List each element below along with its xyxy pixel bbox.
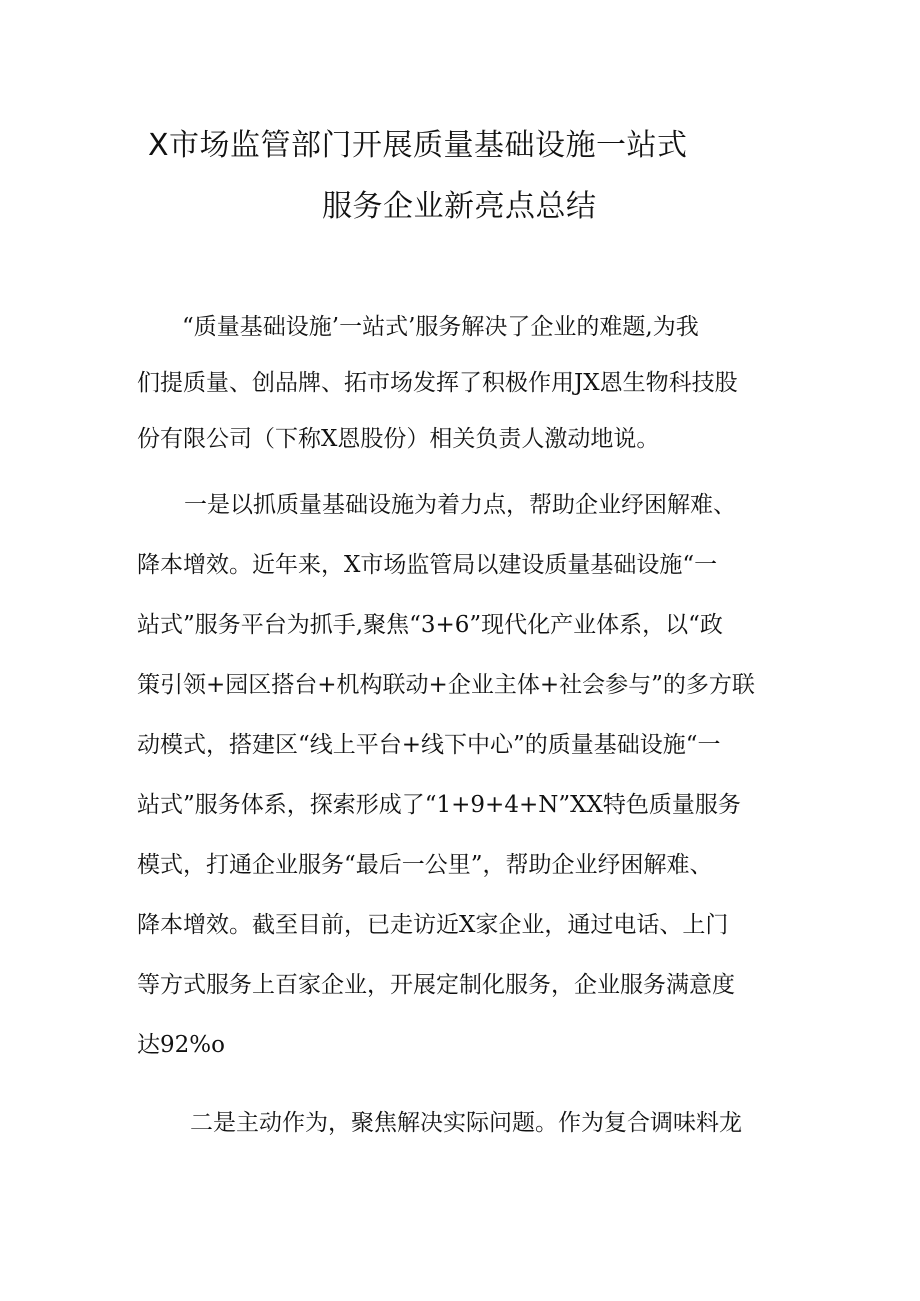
paragraph-2-line-2: 降本增效。近年来，X市场监管局以建设质量基础设施“一: [137, 552, 718, 578]
document-title-line-2: 服务企业新亮点总结: [322, 189, 597, 224]
paragraph-1-line-3: 份有限公司（下称X恩股份）相关负责人激动地说。: [137, 426, 660, 452]
document-title-line-1: X市场监管部门开展质量基础设施一站式: [148, 128, 688, 163]
paragraph-3-line-1: 二是主动作为，聚焦解决实际问题。作为复合调味料龙: [190, 1110, 742, 1136]
paragraph-1-line-2: 们提质量、创品牌、拓市场发挥了积极作用JX恩生物科技股: [137, 370, 738, 396]
paragraph-2-line-6: 站式”服务体系，探索形成了“1+9+4+N”XX特色质量服务: [137, 792, 741, 818]
paragraph-2-line-1: 一是以抓质量基础设施为着力点，帮助企业纾困解难、: [184, 492, 736, 518]
paragraph-1-line-1: “质量基础设施’一站式’服务解决了企业的难题,为我: [182, 314, 699, 340]
paragraph-2-line-3: 站式”服务平台为抓手,聚焦“3+6”现代化产业体系，以“政: [137, 612, 723, 638]
paragraph-2-line-5: 动模式，搭建区“线上平台+线下中心”的质量基础设施“一: [137, 732, 721, 758]
paragraph-2-line-4: 策引领+园区搭台+机构联动+企业主体+社会参与”的多方联: [137, 672, 755, 698]
paragraph-2-line-7: 模式，打通企业服务“最后一公里”，帮助企业纾困解难、: [137, 852, 713, 878]
paragraph-2-line-9: 等方式服务上百家企业，开展定制化服务，企业服务满意度: [137, 972, 735, 998]
paragraph-2-line-8: 降本增效。截至目前，已走访近X家企业，通过电话、上门: [137, 912, 729, 938]
paragraph-2-line-10: 达92%o: [137, 1032, 225, 1058]
